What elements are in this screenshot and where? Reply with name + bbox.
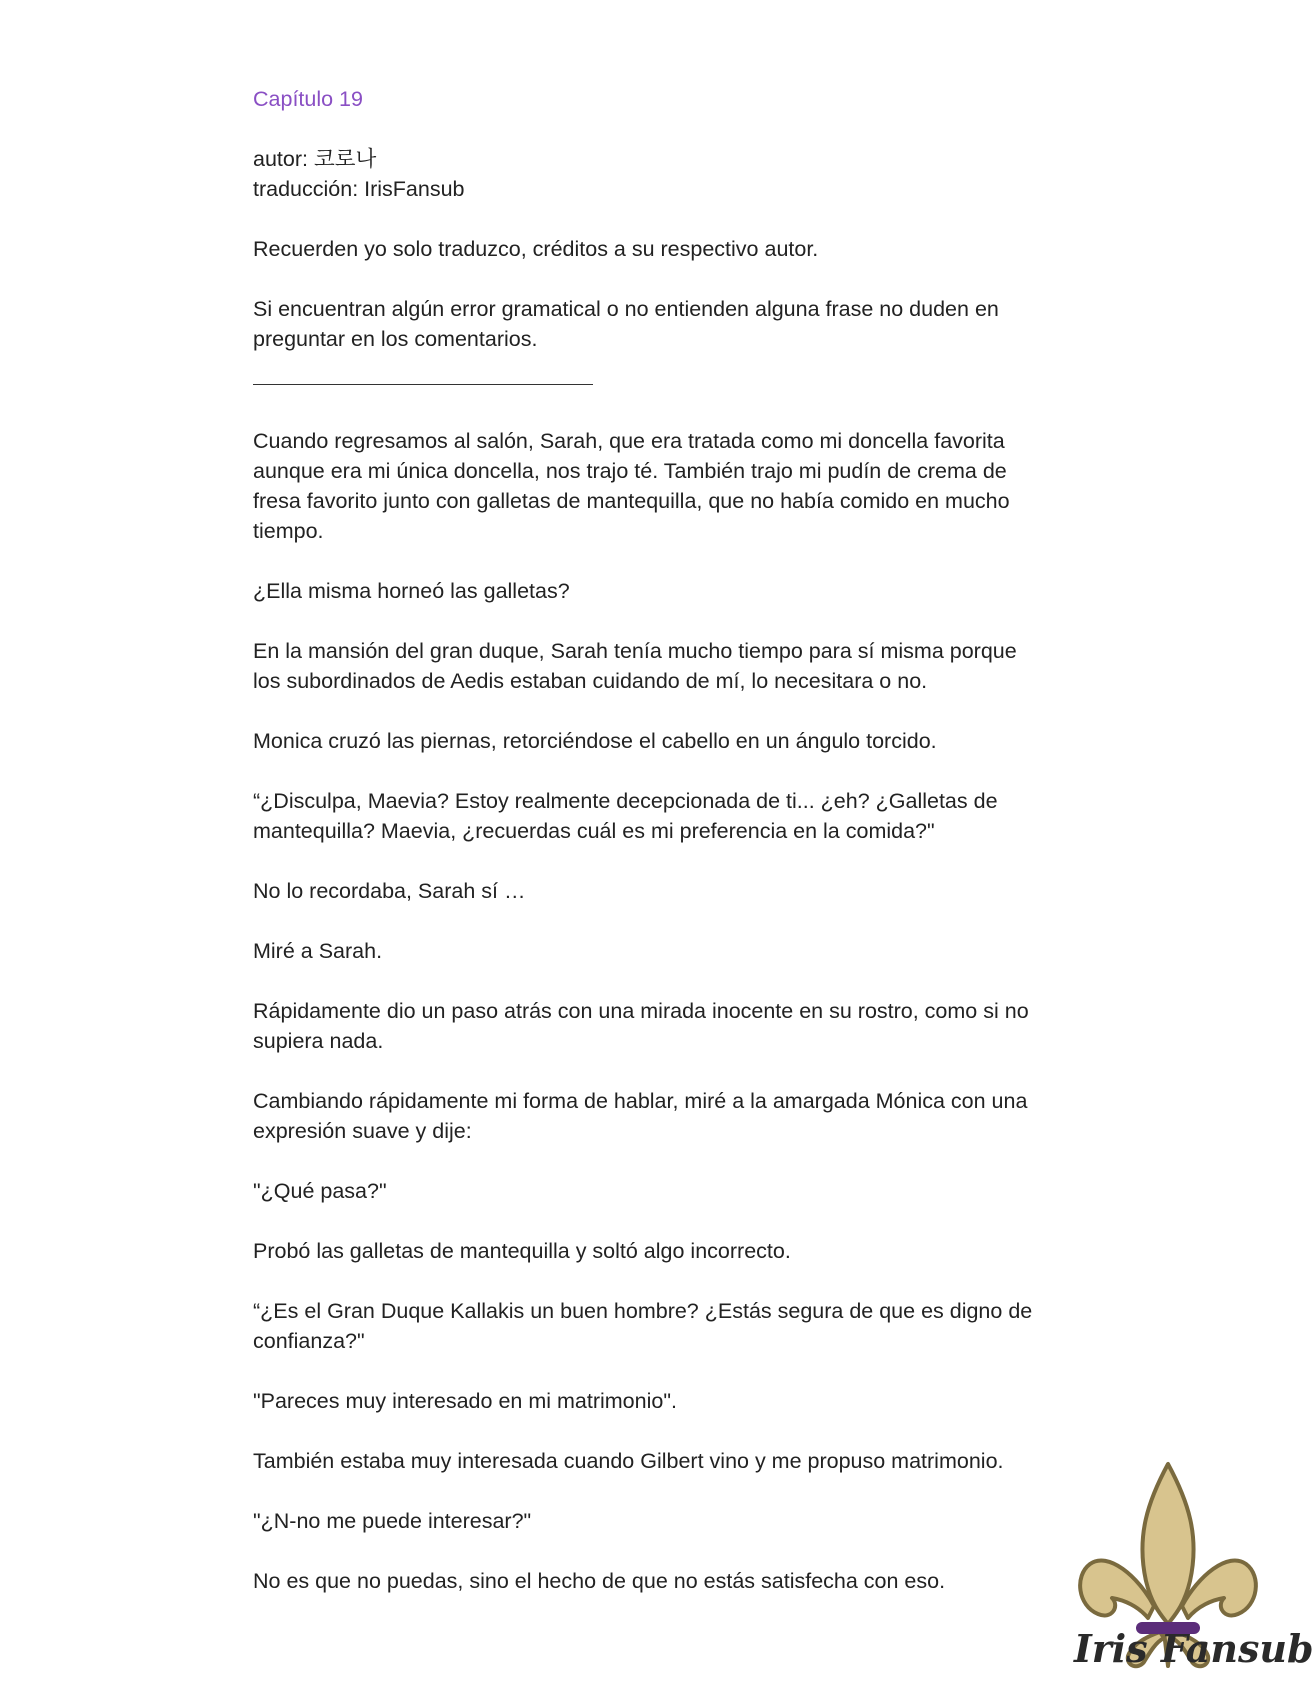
spacer	[253, 204, 1043, 234]
errors-note: Si encuentran algún error gramatical o no entienden alguna frase no duden en preguntar en los comentarios.	[253, 297, 999, 351]
story-body	[253, 426, 1043, 1596]
paragraph: También estaba muy interesada cuando Gilbert vino y me propuso matrimonio.	[253, 1449, 1004, 1473]
paragraph: ¿Ella misma horneó las galletas?	[253, 579, 570, 603]
paragraph: No es que no puedas, sino el hecho de que no estás satisfecha con eso.	[253, 1569, 946, 1593]
paragraph: Probó las galletas de mantequilla y soltó algo incorrecto.	[253, 1239, 791, 1263]
paragraph: No lo recordaba, Sarah sí …	[253, 879, 526, 903]
paragraph: "¿N-no me puede interesar?"	[253, 1509, 532, 1533]
author-line: autor: 코로나	[253, 147, 377, 171]
paragraph: Rápidamente dio un paso atrás con una mirada inocente en su rostro, como si no supiera nada.	[253, 999, 1029, 1053]
paragraph: Cuando regresamos al salón, Sarah, que era tratada como mi doncella favorita aunque era mi única doncella, nos trajo té. También trajo mi pudín de crema de fresa favorito junto con galletas de mantequilla, que no había comido en mucho tiempo.	[253, 429, 1010, 543]
paragraph: “¿Es el Gran Duque Kallakis un buen hombre? ¿Estás segura de que es digno de confianza?"	[253, 1299, 1033, 1353]
watermark-text: Iris Fansub	[1074, 1626, 1314, 1671]
paragraph: "Pareces muy interesado en mi matrimonio".	[253, 1389, 677, 1413]
paragraph: En la mansión del gran duque, Sarah tenía mucho tiempo para sí misma porque los subordinados de Aedis estaban cuidando de mí, lo necesitara o no.	[253, 639, 1017, 693]
paragraph: Miré a Sarah.	[253, 939, 383, 963]
chapter-title: Capítulo 19	[253, 87, 363, 111]
section-divider	[253, 384, 593, 385]
document-page	[253, 84, 1043, 1626]
paragraph: "¿Qué pasa?"	[253, 1179, 387, 1203]
credits-note: Recuerden yo solo traduzco, créditos a su respectivo autor.	[253, 237, 819, 261]
paragraph: Monica cruzó las piernas, retorciéndose el cabello en un ángulo torcido.	[253, 729, 937, 753]
translation-line: traducción: IrisFansub	[253, 177, 465, 201]
paragraph: “¿Disculpa, Maevia? Estoy realmente decepcionada de ti... ¿eh? ¿Galletas de mantequilla? Maevia, ¿recuerdas cuál es mi preferencia en la comida?"	[253, 789, 998, 843]
paragraph: Cambiando rápidamente mi forma de hablar, miré a la amargada Mónica con una expresión suave y dije:	[253, 1089, 1028, 1143]
